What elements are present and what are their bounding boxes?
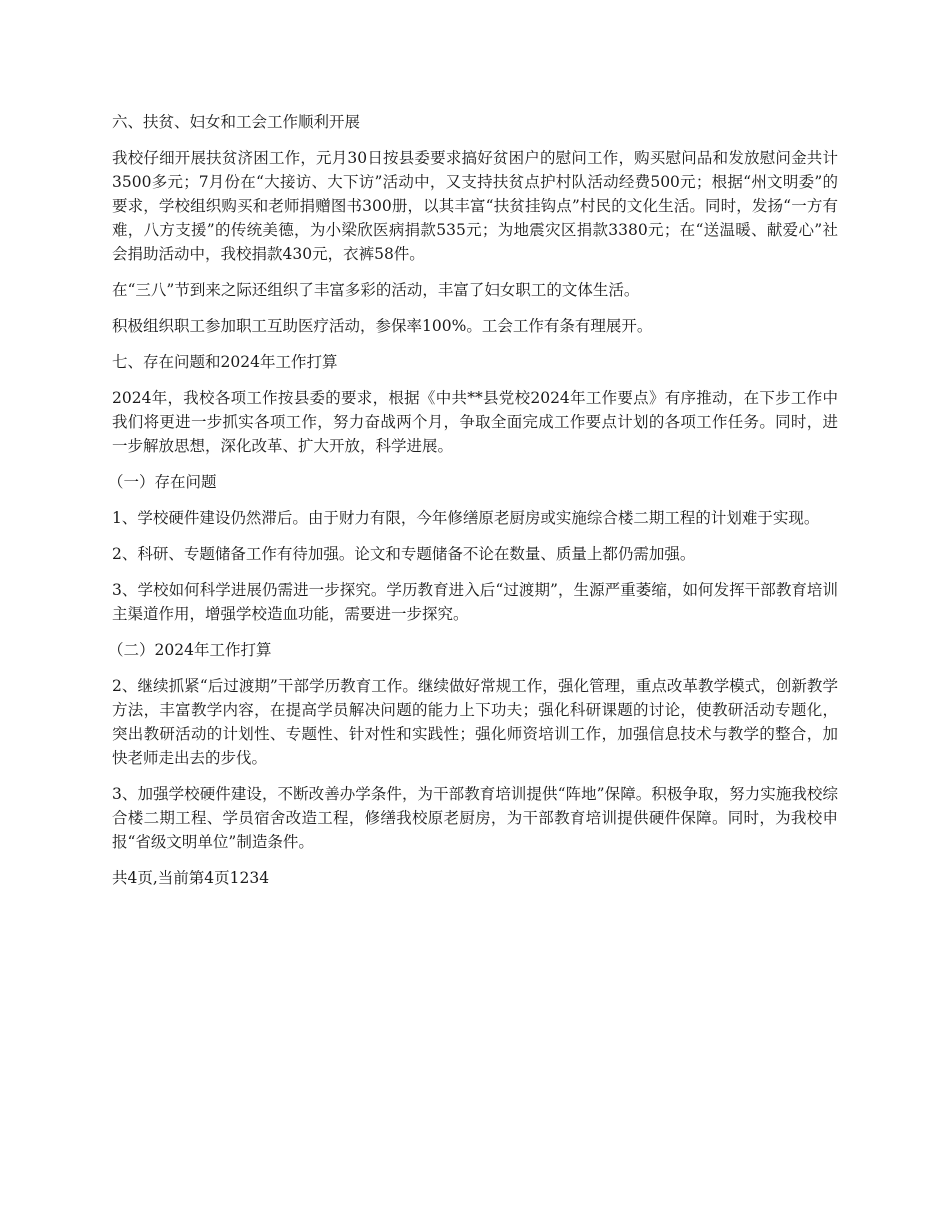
problem-item-2: 2、科研、专题储备工作有待加强。论文和专题储备不论在数量、质量上都仍需加强。 xyxy=(112,545,696,563)
paragraph-union-work: 积极组织职工参加职工互助医疗活动，参保率100%。工会工作有条有理展开。 xyxy=(112,317,653,335)
paragraph-poverty-relief: 我校仔细开展扶贫济困工作，元月30日按县委要求搞好贫困户的慰问工作，购买慰问品和发放慰问金共计3500多元；7月份在“大接访、大下访”活动中，又支持扶贫点护村队活动经费500元；根据“州文明委”的要求，学校组织购买和老师捐赠图书300册，以其丰富“扶贫挂钩点”村民的文化生活。同时，发扬“一方有难，八方支援”的传统美德，为小梁欣医病捐款535元；为地震灾区捐款3380元；在“送温暖、献爱心”社会捐助活动中，我校捐款430元，衣裤58件。 xyxy=(112,149,838,263)
paragraph-2024-overview: 2024年，我校各项工作按县委的要求，根据《中共**县党校2024年工作要点》有序推动，在下步工作中我们将更进一步抓实各项工作，努力奋战两个月，争取全面完成工作要点计划的各项工作任务。同时，进一步解放思想，深化改革、扩大开放，科学进展。 xyxy=(112,389,838,455)
page-footer: 共4页,当前第4页1234 xyxy=(112,869,270,887)
section-heading-7: 七、存在问题和2024年工作打算 xyxy=(112,353,338,371)
paragraph-womens-day: 在“三八”节到来之际还组织了丰富多彩的活动，丰富了妇女职工的文体生活。 xyxy=(112,281,640,299)
section-heading-6: 六、扶贫、妇女和工会工作顺利开展 xyxy=(112,113,361,131)
plan-item-3: 3、加强学校硬件建设，不断改善办学条件，为干部教育培训提供“阵地”保障。积极争取，努力实施我校综合楼二期工程、学员宿舍改造工程，修缮我校原老厨房，为干部教育培训提供硬件保障。同时，为我校申报“省级文明单位”制造条件。 xyxy=(112,785,838,851)
plan-item-2: 2、继续抓紧“后过渡期”干部学历教育工作。继续做好常规工作，强化管理，重点改革教学模式，创新教学方法，丰富教学内容，在提高学员解决问题的能力上下功夫；强化科研课题的讨论，使教研活动专题化，突出教研活动的计划性、专题性、针对性和实践性；强化师资培训工作，加强信息技术与教学的整合，加快老师走出去的步伐。 xyxy=(112,677,838,767)
problem-item-1: 1、学校硬件建设仍然滞后。由于财力有限，今年修缮原老厨房或实施综合楼二期工程的计划难于实现。 xyxy=(112,509,820,527)
problem-item-3: 3、学校如何科学进展仍需进一步探究。学历教育进入后“过渡期”，生源严重萎缩，如何发挥干部教育培训主渠道作用，增强学校造血功能，需要进一步探究。 xyxy=(112,581,838,623)
subheading-problems: （一）存在问题 xyxy=(108,473,217,491)
subheading-plans: （二）2024年工作打算 xyxy=(108,641,272,659)
